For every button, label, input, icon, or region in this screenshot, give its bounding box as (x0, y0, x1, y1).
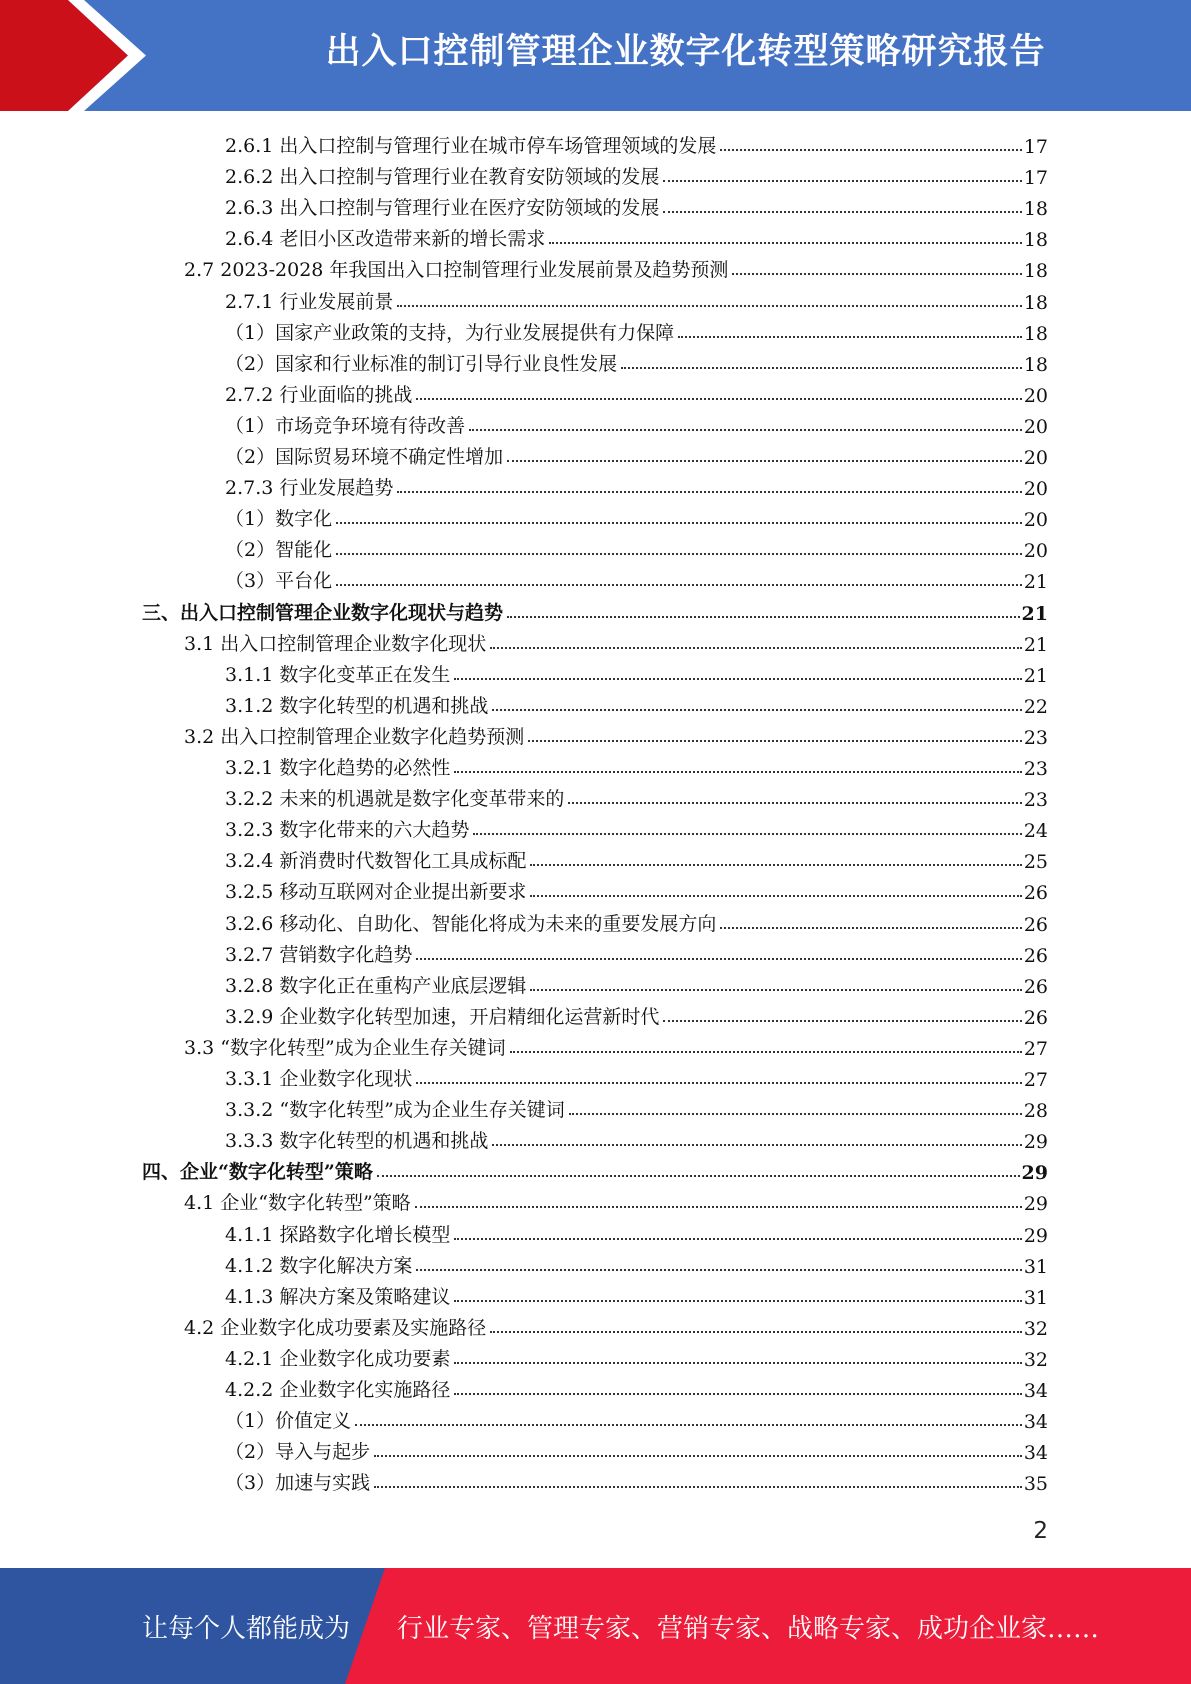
toc-entry[interactable] (225, 873, 1048, 904)
toc-dot-leader (454, 1300, 1021, 1302)
toc-entry[interactable] (225, 314, 1048, 345)
toc-entry[interactable] (225, 1091, 1048, 1122)
toc-entry-title: 3.2 出入口控制管理企业数字化趋势预测 (184, 725, 525, 748)
toc-entry-page: 29 (1023, 1224, 1048, 1247)
toc-entry-page: 23 (1023, 758, 1048, 780)
toc-entry-page: 18 (1023, 198, 1048, 221)
toc-dot-leader (507, 616, 1020, 618)
toc-entry[interactable] (225, 189, 1048, 220)
toc-entry-page: 17 (1023, 136, 1048, 158)
toc-dot-leader (397, 491, 1021, 493)
toc-entry[interactable] (225, 500, 1048, 531)
toc-entry-title: 4.1.2 数字化解决方案 (225, 1254, 413, 1277)
toc-entry-page: 26 (1023, 1006, 1048, 1029)
toc-entry[interactable] (225, 1340, 1048, 1371)
toc-entry-title: 3.3.2 “数字化转型”成为企业生存关键词 (225, 1099, 565, 1122)
toc-entry-page: 20 (1023, 384, 1048, 407)
toc-entry-page: 20 (1023, 447, 1048, 469)
footer-slogan-right: 行业专家、管理专家、营销专家、战略专家、成功企业家…… (397, 1614, 1100, 1644)
toc-entry-page: 18 (1023, 260, 1048, 283)
toc-entry-title: 3.2.4 新消费时代数智化工具成标配 (225, 850, 527, 873)
toc-entry-page: 29 (1023, 1131, 1048, 1154)
toc-entry-page: 21 (1021, 602, 1048, 625)
toc-entry[interactable] (225, 936, 1048, 967)
toc-entry-title: 4.1 企业“数字化转型”策略 (184, 1192, 411, 1215)
toc-entry-page: 34 (1023, 1380, 1048, 1402)
toc-entry[interactable] (225, 1402, 1048, 1433)
toc-entry[interactable] (225, 1464, 1048, 1495)
toc-dot-leader (568, 802, 1021, 804)
toc-entry[interactable] (225, 1247, 1048, 1278)
toc-dot-leader (469, 429, 1022, 431)
toc-dot-leader (663, 1020, 1021, 1022)
toc-dot-leader (621, 367, 1022, 369)
toc-dot-leader (490, 647, 1022, 649)
toc-entry-title: 3.1.2 数字化转型的机遇和挑战 (225, 694, 489, 717)
toc-entry-title: 3.2.9 企业数字化转型加速，开启精细化运营新时代 (225, 1005, 660, 1028)
toc-entry[interactable] (225, 531, 1048, 562)
toc-entry-title: 3.2.2 未来的机遇就是数字化变革带来的 (225, 788, 565, 811)
toc-dot-leader (336, 522, 1022, 524)
toc-entry-title: 3.2.7 营销数字化趋势 (225, 943, 413, 966)
toc-entry[interactable] (225, 1278, 1048, 1309)
toc-entry[interactable] (225, 811, 1048, 842)
toc-entry-page: 18 (1023, 229, 1048, 252)
toc-entry-title: 2.7.3 行业发展趋势 (225, 477, 394, 500)
toc-entry[interactable] (225, 1122, 1048, 1153)
toc-entry[interactable] (225, 687, 1048, 718)
toc-entry-title: 4.2 企业数字化成功要素及实施路径 (184, 1316, 487, 1339)
toc-dot-leader (454, 678, 1021, 680)
toc-entry-page: 21 (1023, 664, 1048, 687)
toc-entry-page: 26 (1023, 975, 1048, 998)
toc-entry-page: 26 (1023, 882, 1048, 905)
toc-dot-leader (510, 1051, 1022, 1053)
toc-entry-page: 21 (1023, 571, 1048, 594)
toc-entry-title: 4.2.1 企业数字化成功要素 (225, 1347, 451, 1370)
toc-dot-leader (528, 740, 1022, 742)
toc-entry-page: 35 (1023, 1473, 1048, 1496)
toc-entry-page: 32 (1023, 1317, 1048, 1340)
toc-dot-leader (678, 336, 1022, 338)
toc-entry-title: 3.3.3 数字化转型的机遇和挑战 (225, 1130, 489, 1153)
toc-entry[interactable] (184, 251, 1048, 282)
toc-dot-leader (663, 180, 1021, 182)
page-number: 2 (1033, 1518, 1048, 1544)
toc-dot-leader (507, 460, 1022, 462)
toc-dot-leader (454, 771, 1021, 773)
toc-dot-leader (732, 273, 1021, 275)
toc-entry-title: 3.1.1 数字化变革正在发生 (225, 663, 451, 686)
toc-entry-title: （1）价值定义 (225, 1410, 352, 1433)
chevron-logo-icon (0, 0, 160, 111)
toc-entry-title: （1）数字化 (225, 508, 333, 531)
toc-dot-leader (720, 927, 1021, 929)
toc-entry-title: 3.2.6 移动化、自助化、智能化将成为未来的重要发展方向 (225, 912, 717, 935)
toc-entry-title: （2）智能化 (225, 539, 333, 562)
page-header (0, 0, 1191, 111)
toc-dot-leader (397, 305, 1021, 307)
toc-entry-page: 31 (1023, 1255, 1048, 1278)
toc-entry-title: 三、出入口控制管理企业数字化现状与趋势 (142, 601, 504, 624)
toc-entry-page: 29 (1021, 1162, 1048, 1185)
toc-dot-leader (336, 553, 1022, 555)
toc-entry-page: 20 (1023, 415, 1048, 438)
toc-entry-title: 3.2.1 数字化趋势的必然性 (225, 757, 451, 779)
toc-entry-title: 3.3.1 企业数字化现状 (225, 1068, 413, 1090)
toc-entry-page: 32 (1023, 1348, 1048, 1371)
toc-entry[interactable] (225, 407, 1048, 438)
toc-entry[interactable] (184, 1184, 1048, 1215)
toc-dot-leader (492, 1144, 1021, 1146)
toc-dot-leader (490, 1331, 1022, 1333)
toc-entry[interactable] (225, 127, 1048, 158)
toc-entry[interactable] (142, 1153, 1048, 1184)
toc-entry-page: 31 (1023, 1286, 1048, 1309)
toc-dot-leader (374, 1486, 1022, 1488)
toc-dot-leader (454, 1362, 1021, 1364)
toc-entry[interactable] (225, 1216, 1048, 1247)
toc-dot-leader (530, 895, 1021, 897)
toc-dot-leader (492, 709, 1021, 711)
toc-dot-leader (416, 958, 1021, 960)
toc-entry-title: 4.1.1 探路数字化增长模型 (225, 1223, 451, 1246)
toc-entry[interactable] (225, 562, 1048, 593)
toc-entry-title: （2）国际贸易环境不确定性增加 (225, 446, 504, 468)
toc-entry-title: 3.1 出入口控制管理企业数字化现状 (184, 632, 487, 655)
toc-entry[interactable] (225, 967, 1048, 998)
toc-entry-page: 23 (1023, 726, 1048, 749)
toc-entry[interactable] (225, 220, 1048, 251)
report-title: 出入口控制管理企业数字化转型策略研究报告 (325, 32, 1046, 72)
toc-dot-leader (454, 1238, 1021, 1240)
toc-dot-leader (454, 1393, 1021, 1395)
toc-entry-title: 2.7.1 行业发展前景 (225, 290, 394, 313)
toc-dot-leader (549, 242, 1021, 244)
toc-entry[interactable] (184, 718, 1048, 749)
toc-dot-leader (569, 1113, 1022, 1115)
toc-entry-title: 2.6.3 出入口控制与管理行业在医疗安防领域的发展 (225, 197, 660, 220)
toc-entry-title: 3.3 “数字化转型”成为企业生存关键词 (184, 1036, 506, 1059)
toc-entry[interactable] (225, 1371, 1048, 1402)
toc-entry-title: 2.6.2 出入口控制与管理行业在教育安防领域的发展 (225, 166, 660, 189)
toc-entry-page: 27 (1023, 1069, 1048, 1091)
toc-entry-page: 18 (1023, 353, 1048, 376)
toc-entry-title: 3.2.5 移动互联网对企业提出新要求 (225, 881, 527, 904)
toc-entry-title: 2.6.4 老旧小区改造带来新的增长需求 (225, 228, 546, 251)
toc-entry-page: 20 (1023, 540, 1048, 563)
toc-dot-leader (416, 1269, 1021, 1271)
toc-entry-title: （2）导入与起步 (225, 1441, 371, 1464)
footer-slogan-left: 让每个人都能成为 (142, 1614, 351, 1644)
toc-dot-leader (374, 1455, 1022, 1457)
toc-entry-page: 23 (1023, 789, 1048, 812)
toc-dot-leader (416, 398, 1021, 400)
toc-entry[interactable] (142, 594, 1048, 625)
toc-entry-title: 3.2.8 数字化正在重构产业底层逻辑 (225, 974, 527, 997)
toc-dot-leader (473, 833, 1021, 835)
toc-entry[interactable] (225, 469, 1048, 500)
toc-entry-page: 20 (1023, 478, 1048, 501)
toc-entry-page: 21 (1023, 633, 1048, 656)
toc-entry-title: （3）平台化 (225, 570, 333, 593)
toc-entry[interactable] (225, 1060, 1048, 1091)
toc-entry[interactable] (225, 283, 1048, 314)
toc-entry-page: 22 (1023, 695, 1048, 718)
toc-dot-leader (720, 149, 1021, 151)
toc-dot-leader (530, 989, 1021, 991)
toc-entry-title: 4.1.3 解决方案及策略建议 (225, 1285, 451, 1308)
toc-entry-page: 25 (1023, 851, 1048, 874)
toc-dot-leader (377, 1175, 1020, 1177)
toc-entry-page: 34 (1023, 1442, 1048, 1465)
toc-entry[interactable] (225, 158, 1048, 189)
toc-entry-page: 17 (1023, 167, 1048, 190)
toc-entry[interactable] (225, 780, 1048, 811)
toc-entry[interactable] (225, 438, 1048, 469)
toc-entry-page: 20 (1023, 509, 1048, 532)
toc-entry-title: 2.7.2 行业面临的挑战 (225, 383, 413, 406)
toc-entry-page: 27 (1023, 1037, 1048, 1060)
toc-entry[interactable] (225, 376, 1048, 407)
toc-entry[interactable] (225, 998, 1048, 1029)
toc-entry[interactable] (225, 749, 1048, 780)
toc-entry-page: 24 (1023, 820, 1048, 843)
toc-entry-page: 26 (1023, 944, 1048, 967)
toc-entry-title: （1）市场竞争环境有待改善 (225, 414, 466, 437)
toc-dot-leader (336, 584, 1022, 586)
toc-dot-leader (663, 211, 1021, 213)
toc-entry[interactable] (225, 656, 1048, 687)
toc-entry-title: （1）国家产业政策的支持，为行业发展提供有力保障 (225, 321, 675, 344)
toc-entry-page: 18 (1023, 322, 1048, 345)
toc-entry-page: 34 (1023, 1411, 1048, 1434)
toc-entry[interactable] (225, 345, 1048, 376)
toc-entry[interactable] (184, 1309, 1048, 1340)
toc-entry[interactable] (225, 842, 1048, 873)
toc-entry-page: 29 (1023, 1193, 1048, 1216)
toc-entry-title: 四、企业“数字化转型”策略 (142, 1161, 373, 1184)
toc-entry-title: （2）国家和行业标准的制订引导行业良性发展 (225, 352, 618, 375)
toc-dot-leader (530, 864, 1021, 866)
toc-entry-page: 26 (1023, 913, 1048, 936)
toc-entry[interactable] (184, 625, 1048, 656)
toc-entry[interactable] (225, 905, 1048, 936)
toc-entry[interactable] (225, 1433, 1048, 1464)
toc-dot-leader (355, 1424, 1022, 1426)
toc-dot-leader (415, 1206, 1022, 1208)
toc-entry-title: 2.7 2023-2028 年我国出入口控制管理行业发展前景及趋势预测 (184, 259, 729, 282)
toc-entry-title: 2.6.1 出入口控制与管理行业在城市停车场管理领域的发展 (225, 135, 717, 157)
toc-entry-title: （3）加速与实践 (225, 1472, 371, 1495)
toc-entry-title: 4.2.2 企业数字化实施路径 (225, 1379, 451, 1401)
toc-entry-page: 18 (1023, 291, 1048, 314)
page-footer (0, 1568, 1191, 1684)
toc-entry-title: 3.2.3 数字化带来的六大趋势 (225, 819, 470, 842)
toc-entry[interactable] (184, 1029, 1048, 1060)
toc-entry-page: 28 (1023, 1100, 1048, 1123)
toc-dot-leader (416, 1082, 1021, 1084)
